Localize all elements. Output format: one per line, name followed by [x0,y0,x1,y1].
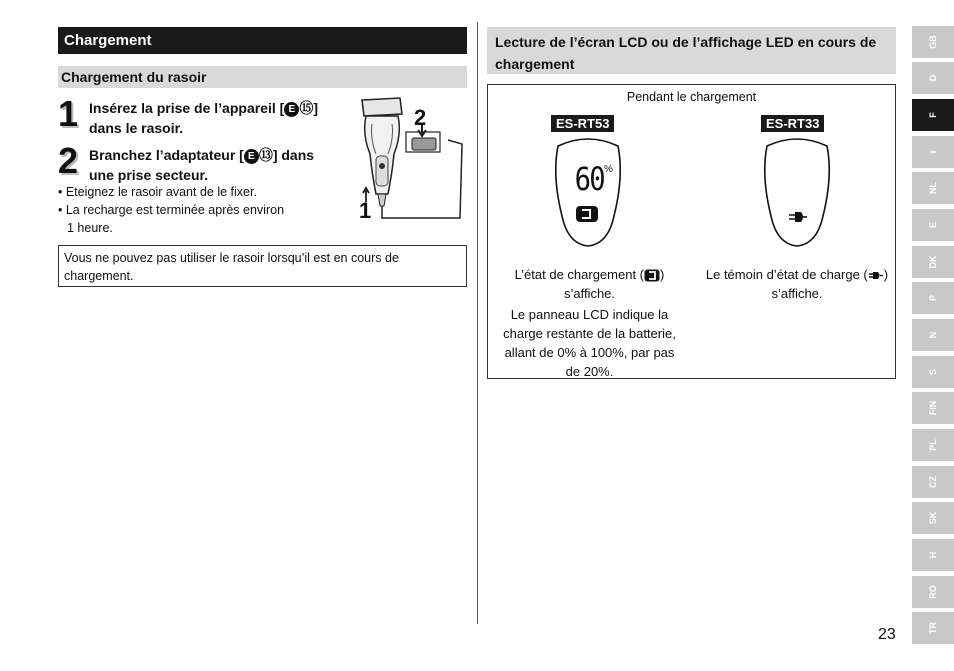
lcd-box-title: Pendant le chargement [626,90,757,104]
lang-tab-fin[interactable]: FIN [912,392,954,424]
bullet-item: 1 heure. [67,221,113,235]
step-2-number: 2 [58,140,79,181]
step-1-number: 1 [58,93,79,134]
charging-status-icon [644,269,660,282]
lang-tab-ro[interactable]: RO [912,576,954,608]
bullet-list [58,183,318,237]
lang-tab-sk[interactable]: SK [912,502,954,534]
lcd-percent-readout: 60 [574,160,604,198]
lcd-description: Le panneau LCD indique la charge restante de la batterie, allant de 0% à 100%, par pas de 20%. [503,307,676,379]
page-number: 23 [878,626,896,643]
lang-tab-nl[interactable]: NL [912,172,954,204]
bullet-item: • La recharge est terminée après environ [58,203,285,217]
lang-tab-tr[interactable]: TR [912,612,954,644]
figure-label-2: 2 [414,105,427,130]
lang-tab-i[interactable]: I [912,136,954,168]
lang-tab-d[interactable]: D [912,62,954,94]
lang-tab-gb[interactable]: GB [912,26,954,58]
lang-tab-s[interactable]: S [912,356,954,388]
subsection-title: Chargement du rasoir [58,66,467,88]
lcd-section-title: Lecture de l’écran LCD ou de l’affichage LED en cours de chargement [487,27,896,74]
led-display-es-rt33 [761,136,833,248]
step-1-text: Insérez la prise de l’appareil [ E ⑮] dans le rasoir. [89,100,318,136]
caption-es-rt33: Le témoin d’état de charge ( ) s’affiche. [705,267,889,301]
lang-tab-p[interactable]: P [912,282,954,314]
lang-tab-pl[interactable]: PL [912,429,954,461]
ref-e-icon: E [284,102,299,117]
lcd-percent-unit: % [604,164,613,175]
caption-es-rt53: L’état de chargement ( ) s’affiche. [514,267,665,301]
step-2-text: Branchez l’adaptateur [ E ⑬] dans une prise secteur. [89,147,315,183]
section-title: Chargement [58,27,467,54]
lang-tab-h[interactable]: H [912,539,954,571]
ref-e-icon: E [244,149,259,164]
lang-tab-f[interactable]: F [912,99,954,131]
plug-icon [868,270,884,281]
column-divider [477,22,478,624]
bullet-item: • Eteignez le rasoir avant de le fixer. [58,185,257,199]
note-box: Vous ne pouvez pas utiliser le rasoir lorsqu’il est en cours de chargement. [58,245,467,287]
model-badge-es-rt53: ES-RT53 [551,115,614,133]
model-badge-es-rt33: ES-RT33 [761,115,824,133]
lang-tab-dk[interactable]: DK [912,246,954,278]
figure-label-1: 1 [359,198,372,223]
lang-tab-n[interactable]: N [912,319,954,351]
lang-tab-e[interactable]: E [912,209,954,241]
lang-tab-cz[interactable]: CZ [912,466,954,498]
